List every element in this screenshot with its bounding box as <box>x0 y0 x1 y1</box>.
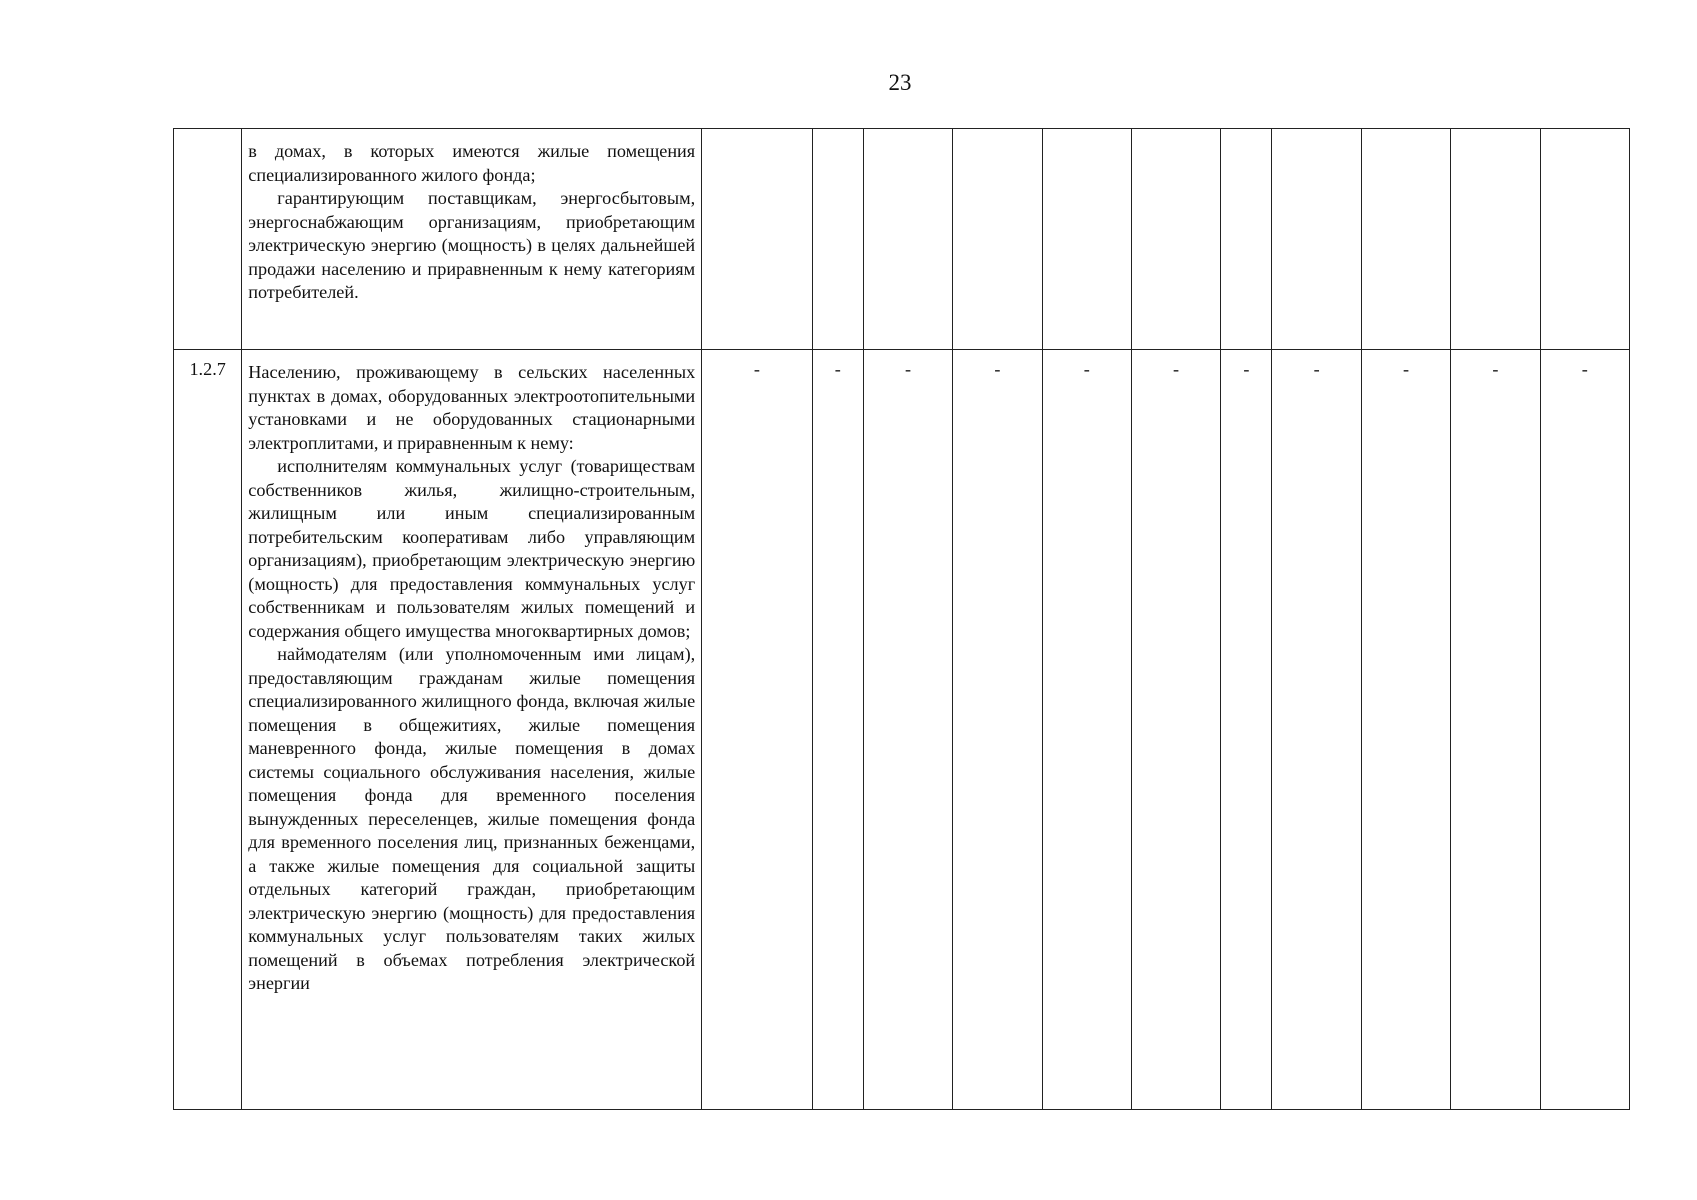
value-cell: - <box>812 350 863 1110</box>
row-number-cell: 1.2.7 <box>174 350 242 1110</box>
description-paragraph: исполнителям коммунальных услуг (товариществам собственников жилья, жилищно-строительным, жилищным или иным специализированным потребительским кооперативам либо управляющим организациям), приобретающим электрическую энергию (мощность) для предоставления коммунальных услуг собственникам и пользователям жилых помещений и содержания общего имущества многоквартирных домов; <box>248 456 696 641</box>
description-paragraph: Населению, проживающему в сельских населенных пунктах в домах, оборудованных электроотопительными установками и не оборудованных стационарными электроплитами, и приравненным к нему: <box>248 362 696 453</box>
value-cell: - <box>953 350 1042 1110</box>
value-cell <box>702 129 812 350</box>
table-row <box>174 350 1630 1110</box>
value-cell <box>812 129 863 350</box>
table-body <box>174 129 1630 1110</box>
value-cell <box>1272 129 1361 350</box>
value-cell: - <box>1361 350 1450 1110</box>
value-cell: - <box>1042 350 1131 1110</box>
value-cell <box>1540 129 1629 350</box>
value-cell <box>1221 129 1272 350</box>
value-cell <box>1361 129 1450 350</box>
row-description-cell <box>242 129 702 350</box>
tariff-table <box>173 128 1630 1110</box>
value-cell <box>953 129 1042 350</box>
description-paragraph: наймодателям (или уполномоченным ими лицам), предоставляющим гражданам жилые помещения специализированного жилищного фонда, включая жилые помещения в общежитиях, жилые помещения маневренного фонда, жилые помещения в домах системы социального обслуживания населения, жилые помещения фонда для временного поселения вынужденных переселенцев, жилые помещения фонда для временного поселения лиц, признанных беженцами, а также жилые помещения для социальной защиты отдельных категорий граждан, приобретающим электрическую энергию (мощность) для предоставления коммунальных услуг пользователям таких жилых помещений в объемах потребления электрической энергии <box>248 644 696 993</box>
value-cell <box>1042 129 1131 350</box>
value-cell: - <box>863 350 952 1110</box>
value-cell: - <box>1451 350 1540 1110</box>
row-description-cell <box>242 350 702 1110</box>
value-cell: - <box>702 350 812 1110</box>
description-paragraph: в домах, в которых имеются жилые помещения специализированного жилого фонда; <box>248 141 696 185</box>
page-number: 23 <box>888 70 912 95</box>
value-cell <box>1451 129 1540 350</box>
value-cell: - <box>1272 350 1361 1110</box>
row-number-cell <box>174 129 242 350</box>
value-cell: - <box>1540 350 1629 1110</box>
value-cell <box>1131 129 1220 350</box>
table-row <box>174 129 1630 350</box>
value-cell <box>863 129 952 350</box>
value-cell: - <box>1221 350 1272 1110</box>
description-paragraph: гарантирующим поставщикам, энергосбытовым, энергоснабжающим организациям, приобретающим электрическую энергию (мощность) в целях дальнейшей продажи населению и приравненным к нему категориям потребителей. <box>248 188 696 302</box>
value-cell: - <box>1131 350 1220 1110</box>
